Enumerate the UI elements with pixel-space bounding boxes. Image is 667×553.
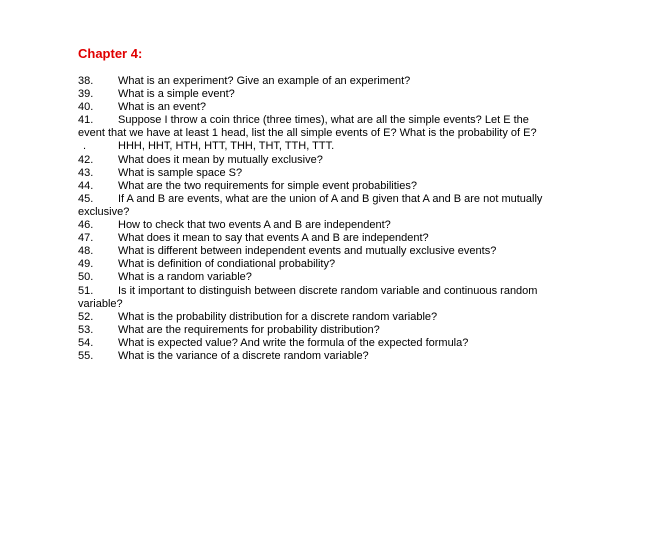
question-48 (78, 245, 638, 258)
chapter-title: Chapter 4: (78, 46, 143, 61)
question-number: 48. (78, 245, 94, 258)
question-number: 47. (78, 232, 94, 245)
question-number: 54. (78, 336, 94, 349)
question-text: What are the requirements for probability distribution? (118, 323, 380, 336)
question-40 (78, 101, 638, 114)
question-number: 45. (78, 192, 94, 205)
question-continuation: exclusive? (78, 205, 130, 218)
question-text: What is an experiment? Give an example of an experiment? (118, 75, 411, 87)
question-53 (78, 324, 638, 337)
question-number: 43. (78, 166, 94, 179)
question-number: 55. (78, 349, 94, 362)
question-text: If A and B are events, what are the union of A and B given that A and B are not mutually (118, 192, 543, 205)
question-42 (78, 154, 638, 167)
question-55 (78, 350, 638, 363)
question-41 (78, 114, 638, 153)
question-number: 50. (78, 271, 94, 284)
question-text: What does it mean to say that events A and B are independent? (118, 232, 429, 245)
question-text: What is expected value? And write the formula of the expected formula? (118, 336, 469, 349)
question-text: What is the probability distribution for a discrete random variable? (118, 310, 438, 323)
question-number: 44. (78, 179, 94, 192)
question-text: What does it mean by mutually exclusive? (118, 153, 323, 166)
question-49 (78, 258, 638, 271)
question-43 (78, 167, 638, 180)
question-number: 41. (78, 114, 94, 127)
question-number: 42. (78, 153, 94, 166)
document-page (78, 46, 638, 363)
question-text: What is the variance of a discrete random variable? (118, 349, 369, 362)
question-54 (78, 337, 638, 350)
question-45 (78, 193, 638, 219)
question-number: 53. (78, 323, 94, 336)
question-text: How to check that two events A and B are independent? (118, 219, 391, 232)
question-text: What is sample space S? (118, 166, 243, 179)
sub-bullet: . (83, 140, 87, 153)
question-sub-line (78, 140, 638, 153)
question-46 (78, 219, 638, 232)
question-text: What is definition of condiational probability? (118, 258, 336, 271)
question-39 (78, 88, 638, 101)
question-number: 40. (78, 101, 94, 114)
question-text: What is different between independent events and mutually exclusive events? (118, 245, 497, 258)
question-47 (78, 232, 638, 245)
question-text: What is a simple event? (118, 88, 235, 101)
question-number: 39. (78, 88, 94, 101)
question-number: 52. (78, 310, 94, 323)
question-text: What are the two requirements for simple event probabilities? (118, 179, 417, 192)
question-44 (78, 180, 638, 193)
question-number: 49. (78, 258, 94, 271)
question-number: 46. (78, 219, 94, 232)
question-number: 38. (78, 75, 94, 87)
question-text: Suppose I throw a coin thrice (three times), what are all the simple events? Let E the (118, 114, 529, 127)
question-50 (78, 271, 638, 284)
sub-text: HHH, HHT, HTH, HTT, THH, THT, TTH, TTT. (118, 140, 335, 153)
question-text: What is an event? (118, 101, 207, 114)
question-51 (78, 285, 638, 311)
question-number: 51. (78, 284, 94, 297)
question-text: What is a random variable? (118, 271, 252, 284)
question-38 (78, 75, 638, 88)
question-text: Is it important to distinguish between discrete random variable and continuous random (118, 284, 538, 297)
question-continuation: variable? (78, 297, 123, 310)
question-continuation: event that we have at least 1 head, list the all simple events of E? What is the probability of E? (78, 127, 537, 140)
question-list (78, 75, 638, 363)
question-52 (78, 311, 638, 324)
